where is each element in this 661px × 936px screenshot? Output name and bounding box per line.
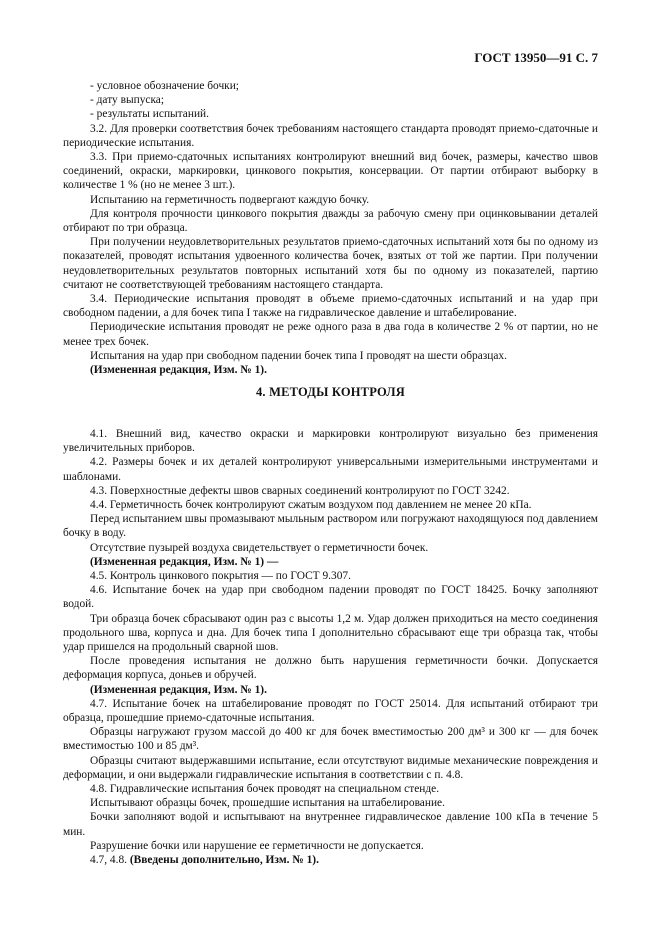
paragraph: [63, 455, 598, 483]
paragraph-text: 4.5. Контроль цинкового покрытия — по ГОСТ 9.307.: [90, 570, 351, 583]
paragraph: [63, 292, 598, 320]
paragraph-text: После проведения испытания не должно быть нарушения герметичности бочки. Допускается деформация корпуса, доньев и обручей.: [63, 655, 598, 682]
paragraph-text: 4.2. Размеры бочек и их деталей контролируют универсальными измерительными инструментами и шаблонами.: [63, 456, 598, 483]
paragraph-text: Бочки заполняют водой и испытывают на внутреннее гидравлическое давление 100 кПа в течение 5 мин.: [63, 811, 598, 838]
paragraph: [63, 583, 598, 611]
paragraph-text: 3.4. Периодические испытания проводят в объеме приемо-сдаточных испытаний и на удар при свободном падении, а для бочек типа I также на гидравлическое давление и штабелирование.: [63, 293, 598, 320]
paragraph: [63, 796, 598, 810]
paragraph-text: Перед испытанием швы промазывают мыльным раствором или погружают находящуюся под давлением бочку в воду.: [63, 513, 598, 540]
paragraph-text: - дату выпуска;: [90, 94, 165, 107]
paragraph-text: Образцы нагружают грузом массой до 400 кг для бочек вместимостью 200 дм³ и 300 кг — для бочек вместимостью 100 и 85 дм³.: [63, 726, 598, 753]
paragraph-text: Испытывают образцы бочек, прошедшие испытания на штабелирование.: [90, 797, 445, 810]
paragraph: [63, 93, 598, 107]
paragraph: [63, 853, 598, 867]
paragraph-text: Образцы считают выдержавшими испытание, если отсутствуют видимые механические повреждения и деформации, и они выдержали гидравлические испытания в соответствии с п. 4.8.: [63, 754, 598, 781]
paragraph: [63, 207, 598, 235]
paragraph-text: (Измененная редакция, Изм. № 1).: [90, 364, 267, 377]
paragraph-text: 4.7. Испытание бочек на штабелирование проводят по ГОСТ 25014. Для испытаний отбирают три образца, прошедшие приемо-сдаточные испытания.: [63, 697, 598, 725]
paragraph-text: 4.6. Испытание бочек на удар при свободном падении проводят по ГОСТ 18425. Бочку заполняют водой.: [63, 584, 598, 611]
paragraph: [63, 193, 598, 207]
paragraph-text: 3.3. При приемо-сдаточных испытаниях контролируют внешний вид бочек, размеры, качество швов соединений, окраски, маркировки, цинкового покрытия, консервации. От партии отбирают выборку в количестве 1 % (но не менее 3 шт.).: [63, 151, 598, 192]
page-header: ГОСТ 13950—91 С. 7: [474, 50, 598, 65]
paragraph: [63, 725, 598, 753]
paragraph: [63, 363, 598, 377]
paragraph: [63, 427, 598, 455]
section-4-text: [63, 427, 598, 867]
paragraph-text: Три образца бочек сбрасывают один раз с высоты 1,2 м. Удар должен приходиться на место соединения продольного шва, корпуса и дна. Для бочек типа I дополнительно сбрасывают еще три образца так, чтобы удар пришелся на продольный сварной шов.: [63, 612, 598, 654]
paragraph-text: - результаты испытаний.: [90, 108, 209, 121]
paragraph: [63, 839, 598, 853]
paragraph-text: Периодические испытания проводят не реже одного раза в два года в количестве 2 % от партии, но не менее трех бочек.: [63, 321, 598, 348]
paragraph-text: (Измененная редакция, Изм. № 1) —: [90, 555, 279, 568]
paragraph: [63, 122, 598, 150]
amendment-note: (Введены дополнительно, Изм. № 1).: [129, 854, 319, 867]
paragraph: [63, 754, 598, 782]
paragraph-text: 4.4. Герметичность бочек контролируют сжатым воздухом под давлением не менее 20 кПа.: [90, 499, 532, 512]
paragraph-text: - условное обозначение бочки;: [90, 80, 239, 92]
paragraph: [63, 654, 598, 682]
paragraph: [63, 512, 598, 540]
paragraph-text: Для контроля прочности цинкового покрытия дважды за рабочую смену при оцинковывании деталей отбирают по три образца.: [63, 207, 598, 235]
paragraph-text: При получении неудовлетворительных результатов приемо-сдаточных испытаний хотя бы по одному из показателей, проводят испытания удвоенного количества бочек, взятых от той же партии. При получении неудовлетворительных результатов повторных испытаний хотя бы по одному из показателей, партию считают не соответствующей требованиям настоящего стандарта.: [63, 236, 598, 291]
section-4-title: 4. МЕТОДЫ КОНТРОЛЯ: [255, 385, 406, 399]
paragraph: [63, 683, 598, 697]
paragraph: [63, 569, 598, 583]
paragraph-text: 4.8. Гидравлические испытания бочек проводят на специальном стенде.: [90, 783, 440, 796]
paragraph: [63, 150, 598, 193]
paragraph: [63, 79, 598, 93]
paragraph: [63, 541, 598, 555]
paragraph-text: 4.1. Внешний вид, качество окраски и маркировки контролируют визуально без применения увеличительных приборов.: [63, 428, 598, 455]
paragraph: [63, 555, 598, 569]
paragraph: [63, 235, 598, 292]
paragraph: [63, 498, 598, 512]
paragraph: [63, 612, 598, 655]
paragraph-text: Разрушение бочки или нарушение ее герметичности не допускается.: [90, 839, 424, 852]
paragraph: [63, 107, 598, 121]
section-3-text: [63, 79, 598, 377]
paragraph: [63, 320, 598, 348]
paragraph-text: 4.7, 4.8.: [90, 854, 128, 867]
paragraph: [63, 697, 598, 725]
paragraph-text: Отсутствие пузырей воздуха свидетельствует о герметичности бочек.: [90, 541, 429, 554]
paragraph-text: 4.3. Поверхностные дефекты швов сварных соединений контролируют по ГОСТ 3242.: [90, 484, 510, 497]
paragraph-text: Испытанию на герметичность подвергают каждую бочку.: [90, 193, 370, 206]
paragraph-text: Испытания на удар при свободном падении бочек типа I проводят на шести образцах.: [90, 349, 507, 362]
paragraph: [63, 810, 598, 838]
paragraph: [63, 349, 598, 363]
paragraph-text: (Измененная редакция, Изм. № 1).: [90, 683, 267, 696]
paragraph: [63, 484, 598, 498]
paragraph-text: 3.2. Для проверки соответствия бочек требованиям настоящего стандарта проводят приемо-сдаточные и периодические испытания.: [63, 122, 598, 149]
paragraph: [63, 782, 598, 796]
